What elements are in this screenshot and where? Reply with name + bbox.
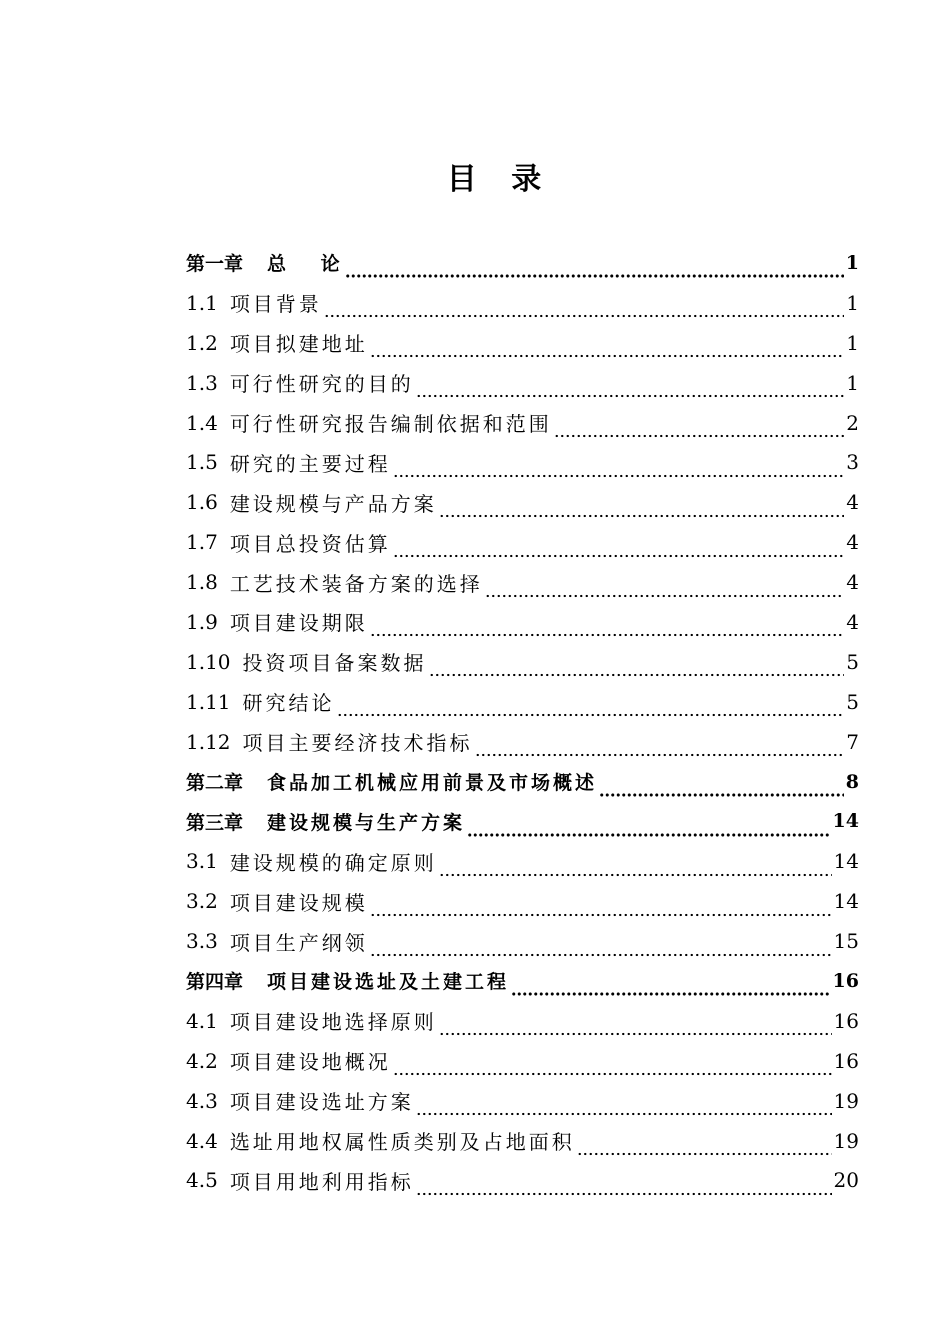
- toc-entry-title: 项目建设选址及土建工程: [267, 971, 510, 994]
- toc-entry-number: 1.6: [186, 490, 218, 515]
- toc-page-number: 19: [833, 1088, 859, 1113]
- table-of-contents: [186, 243, 859, 1200]
- toc-page-number: 3: [846, 450, 859, 475]
- toc-section-entry[interactable]: [186, 1041, 859, 1081]
- toc-section-entry[interactable]: [186, 722, 859, 762]
- toc-entry-title: 可行性研究报告编制依据和范围: [229, 412, 552, 436]
- toc-entry-number: 4.2: [186, 1048, 218, 1073]
- toc-entry-number: 1.11: [186, 689, 231, 714]
- toc-dot-leader: [393, 469, 844, 482]
- toc-entry-title: 项目建设地选择原则: [229, 1010, 437, 1035]
- toc-entry-number: 1.1: [186, 290, 218, 315]
- toc-section-entry[interactable]: [186, 482, 859, 522]
- toc-dot-leader: [439, 509, 844, 522]
- toc-page-number: 4: [846, 530, 859, 555]
- toc-entry-number: 1.5: [186, 450, 218, 475]
- toc-entry-number: 3.3: [186, 929, 218, 954]
- toc-dot-leader: [345, 270, 844, 283]
- toc-entry-title: 可行性研究的目的: [229, 372, 414, 397]
- toc-entry-number: 第一章: [186, 253, 244, 276]
- toc-entry-number: 3.1: [186, 849, 218, 874]
- toc-entry-number: 1.3: [186, 370, 218, 395]
- toc-dot-leader: [475, 749, 845, 762]
- toc-page-number: 7: [846, 729, 859, 754]
- toc-page-number: 1: [846, 330, 859, 355]
- toc-page-number: 14: [833, 849, 859, 874]
- toc-dot-leader: [511, 988, 831, 1001]
- toc-section-entry[interactable]: [186, 682, 859, 722]
- toc-entry-number: 第四章: [186, 971, 244, 994]
- toc-entry-number: 第三章: [186, 811, 244, 834]
- toc-entry-number: 1.12: [186, 729, 231, 754]
- toc-section-entry[interactable]: [186, 403, 859, 443]
- toc-entry-title: 项目主要经济技术指标: [242, 731, 473, 756]
- toc-entry-title: 建设规模与生产方案: [267, 811, 466, 834]
- toc-page-number: 14: [833, 889, 859, 914]
- toc-dot-leader: [485, 589, 844, 602]
- toc-section-entry[interactable]: [186, 283, 859, 323]
- toc-page-number: 16: [833, 1048, 859, 1073]
- toc-entry-title: 建设规模与产品方案: [229, 491, 437, 516]
- toc-dot-leader: [370, 908, 832, 921]
- toc-section-entry[interactable]: [186, 522, 859, 562]
- toc-entry-title: 建设规模的确定原则: [229, 850, 437, 875]
- toc-dot-leader: [370, 629, 844, 642]
- toc-page-number: 1: [846, 290, 859, 315]
- toc-entry-title: 项目生产纲领: [229, 930, 368, 955]
- toc-dot-leader: [370, 948, 832, 961]
- toc-chapter-entry[interactable]: [186, 801, 859, 841]
- toc-section-entry[interactable]: [186, 841, 859, 881]
- toc-entry-title: 总 论: [267, 253, 343, 276]
- toc-dot-leader: [324, 310, 844, 323]
- toc-dot-leader: [577, 1147, 832, 1160]
- toc-entry-number: 4.4: [186, 1128, 218, 1153]
- toc-dot-leader: [393, 1068, 832, 1081]
- toc-entry-title: 研究的主要过程: [229, 451, 391, 476]
- toc-dot-leader: [416, 390, 844, 403]
- toc-page-number: 14: [832, 810, 859, 833]
- toc-dot-leader: [599, 788, 844, 801]
- toc-entry-title: 选址用地权属性质类别及占地面积: [229, 1130, 575, 1155]
- toc-section-entry[interactable]: [186, 881, 859, 921]
- toc-entry-number: 4.3: [186, 1088, 218, 1113]
- toc-entry-number: 1.9: [186, 609, 218, 634]
- toc-entry-title: 投资项目备案数据: [242, 651, 427, 676]
- toc-section-entry[interactable]: [186, 1081, 859, 1121]
- toc-page-number: 1: [846, 370, 859, 395]
- toc-page-number: 2: [846, 410, 859, 435]
- toc-page-number: 19: [833, 1128, 859, 1153]
- toc-page-number: 15: [833, 929, 859, 954]
- toc-entry-title: 研究结论: [242, 691, 335, 716]
- toc-section-entry[interactable]: [186, 1001, 859, 1041]
- toc-page-number: 8: [845, 770, 859, 793]
- toc-entry-number: 1.2: [186, 330, 218, 355]
- toc-page-number: 4: [846, 609, 859, 634]
- toc-dot-leader: [416, 1108, 832, 1121]
- toc-entry-title: 项目用地利用指标: [229, 1169, 414, 1194]
- toc-page-number: 5: [846, 689, 859, 714]
- toc-dot-leader: [416, 1187, 832, 1200]
- toc-entry-title: 项目背景: [229, 292, 322, 317]
- toc-chapter-entry[interactable]: [186, 762, 859, 802]
- toc-section-entry[interactable]: [186, 602, 859, 642]
- toc-dot-leader: [467, 828, 831, 841]
- toc-entry-title: 项目建设选址方案: [229, 1090, 414, 1115]
- toc-dot-leader: [554, 429, 844, 442]
- toc-entry-number: 1.8: [186, 570, 218, 595]
- toc-entry-title: 项目拟建地址: [229, 332, 368, 357]
- toc-section-entry[interactable]: [186, 642, 859, 682]
- toc-entry-title: 项目建设地概况: [229, 1050, 391, 1075]
- page-title: 目 录: [446, 162, 554, 197]
- toc-entry-number: 1.7: [186, 530, 218, 555]
- toc-entry-title: 项目建设规模: [229, 890, 368, 915]
- toc-page-number: 4: [846, 490, 859, 515]
- toc-entry-number: 1.10: [186, 649, 231, 674]
- toc-page-number: 4: [846, 570, 859, 595]
- toc-entry-title: 项目总投资估算: [229, 531, 391, 556]
- toc-entry-number: 4.5: [186, 1168, 218, 1193]
- toc-entry-number: 第二章: [186, 772, 244, 795]
- toc-entry-title: 项目建设期限: [229, 611, 368, 636]
- toc-entry-title: 食品加工机械应用前景及市场概述: [267, 772, 598, 795]
- toc-page-number: 20: [833, 1168, 859, 1193]
- toc-dot-leader: [429, 669, 845, 682]
- toc-section-entry[interactable]: [186, 442, 859, 482]
- toc-dot-leader: [370, 350, 844, 363]
- toc-page-number: 16: [832, 969, 859, 992]
- toc-dot-leader: [337, 709, 845, 722]
- toc-page-number: 1: [845, 251, 859, 274]
- toc-section-entry[interactable]: [186, 1160, 859, 1200]
- toc-section-entry[interactable]: [186, 323, 859, 363]
- toc-entry-number: 3.2: [186, 889, 218, 914]
- toc-section-entry[interactable]: [186, 363, 859, 403]
- toc-section-entry[interactable]: [186, 921, 859, 961]
- toc-dot-leader: [439, 868, 832, 881]
- toc-dot-leader: [393, 549, 844, 562]
- toc-page-number: 16: [833, 1008, 859, 1033]
- toc-chapter-entry[interactable]: [186, 243, 859, 283]
- toc-page-number: 5: [846, 649, 859, 674]
- toc-entry-number: 1.4: [186, 410, 218, 435]
- toc-entry-number: 4.1: [186, 1008, 218, 1033]
- toc-section-entry[interactable]: [186, 562, 859, 602]
- toc-dot-leader: [439, 1028, 832, 1041]
- toc-entry-title: 工艺技术装备方案的选择: [229, 571, 483, 596]
- toc-chapter-entry[interactable]: [186, 961, 859, 1001]
- toc-section-entry[interactable]: [186, 1121, 859, 1161]
